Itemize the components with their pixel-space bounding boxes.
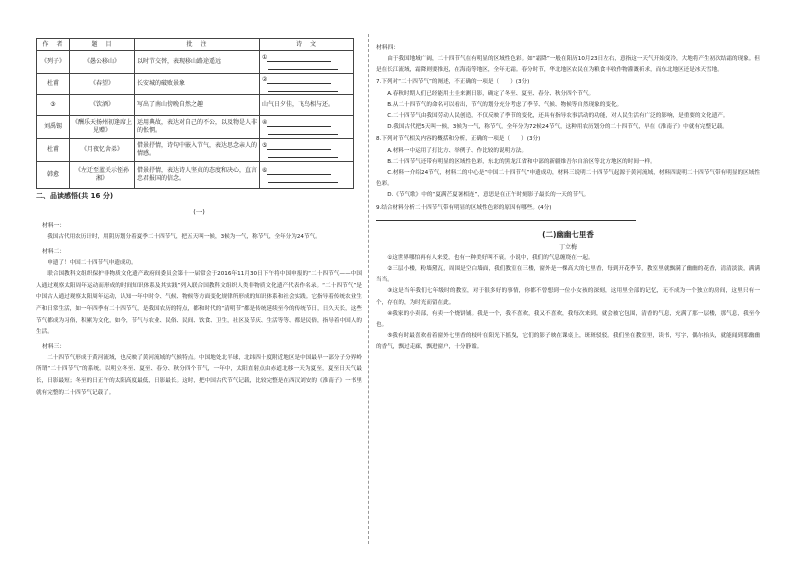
essay-paragraph: ④我家的小卖部，有卖一个烧饼铺。我是一个，我不喜欢，我又不喜欢，我每次来到，就会被它包围，清香的气息，充满了那一层楼，那气息，我至今也。 [376,310,760,329]
poem-number: ① [262,54,268,61]
answer-blank[interactable] [267,143,331,150]
question-9: 9.结合材料分析二十四节气带有明显的区域性色彩的原因有哪些。(4分) [376,204,552,211]
section-heading: 二、品读感悟(共 16 分) [36,192,114,200]
option-d[interactable]: D.我国古代把5天叫一候，3候为一气，称节气，全年分为72候24节气，这种用农历划分的二十四节气，早在《淮南子》中就有完整记载。 [387,124,728,131]
row-poem [260,116,354,139]
material-label: 材料二： [42,248,66,255]
material-label: 材料四： [376,45,400,51]
table-row [37,116,354,139]
material-text: 我国古代用农历计时，用阴历划分着夏季二十四节气，把五天叫一候，3候为一气，称节气，全年分为24节气。 [47,234,321,240]
row-author: ③ [37,95,70,116]
question-7: 7.下列对“二十四节气”的阐述，不正确的一项是（ ）(3分) [376,79,530,86]
answer-blank[interactable] [268,63,338,70]
left-column [36,38,362,399]
part-label: (一) [193,208,205,216]
option-a[interactable]: A.春秋时期人们已经能用土圭来测日影，确定了冬至、夏至、春分、秋分四个节气。 [387,90,595,97]
option-c[interactable]: C.二十四节气由我国劳动人民创造，不仅反映了季节的变化，还具有指导农事活动的功能，对人民生活有广泛的影响，是重要的文化遗产。 [387,113,729,120]
answer-line[interactable] [376,220,636,221]
question-8: 8.下列对节气相关内容的概括和分析，正确的一项是（ ）(3分) [376,136,541,143]
row-poem [260,51,354,74]
right-column [376,40,760,354]
material-text: 联合国教科文组织保护非物质文化遗产政府间委员会第十一届常会于2016年11月30日下午将中国申报的“二十四节气——中国人通过观察太阳周年运动而形成的时间知识体系及其实践”列入联合国教科文组织人类非物质文化遗产代表作名录。“二十四节气”是中国古人通过观察太阳周年运动，认知一年中时令、气候、物候等方面变化规律所形成的知识体系和社会实践。它指导着传统农业生产和日常生活，如一年四季有二十四节气，是我国农历的特点，都和时代的“清明节”都是传统延续至今的传统节日，日久天长，这些节气都成为习俗，积累为文化，如今，节气与农业、民俗、民间、饮食、卫生，社区及节庆、生活等等、都是民俗，指导着中国人的生活。 [36,271,362,336]
answer-blank[interactable] [268,151,338,158]
option-b[interactable]: B.二十四节气还带有明显的区域性色彩，东北的黑龙江省和中部的新疆维吾尔自治区等北方地区的时间一样。 [387,158,656,165]
row-title: 《愚公移山》 [70,51,135,74]
row-poem [260,162,354,189]
row-note: 借景抒情，表达诗人坚贞的态度和决心，直言忠君报国的信念。 [135,162,260,189]
poem-number: ⑥ [262,167,268,174]
row-author: 杜甫 [37,74,70,95]
answer-blank[interactable] [268,85,338,92]
answer-blank[interactable] [267,55,331,62]
row-note: 运用典故，表达对自己的不公，以及物是人非的怅惘。 [135,116,260,139]
row-poem: 山气日夕佳，飞鸟相与还。 [260,95,354,116]
row-author: 刘禹锡 [37,116,70,139]
header-poem: 诗 文 [260,39,354,51]
poem-number: ② [262,76,268,83]
header-note: 批 注 [135,39,260,51]
essay-title: (二)幽幽七里香 [542,229,594,239]
row-title: 《饮酒》 [70,95,135,116]
essay-paragraph: ③这是当年我们七年级时的教室，对于很多好的事情，你都不曾想到一位小女孩的深刻，这用里全部的记忆，无不成为一个独立的房间，这里只有一个，存在的，为时光而留在此。 [376,288,760,306]
table-row [37,139,354,162]
row-poem [260,139,354,162]
essay-author: 丁立梅 [558,243,577,251]
row-title: 《左迁至蓝关示侄孙湘》 [70,162,135,189]
essay-paragraph: ⑤我有时最喜欢看着窗外七里香的枝叶在阳光下摇曳，它们的影子映在课桌上，斑斑驳驳。我们坐在教室里，读书，写字，偶尔抬头，就能闻到那幽幽的香气，飘过走廊，飘进窗户，十分静谧。 [376,333,760,351]
table-row [37,162,354,189]
answer-blank[interactable] [268,128,338,135]
answer-blank[interactable] [267,120,331,127]
row-note: 借景抒情，诗句中嵌入节气，表达思念亲人的情感。 [135,139,260,162]
table-header-row [37,39,354,51]
header-author: 作 者 [37,39,70,51]
table-row [37,74,354,95]
poem-annotation-table [36,38,354,189]
row-poem [260,74,354,95]
option-c[interactable]: C.材料一介绍24节气，材料二的中心是“中国二十四节气”申遗成功，材料三说明二十四节气起源于黄河流域，材料四说明二十四节气带有明显的区域性色彩。 [376,170,760,188]
poem-number: ⑤ [262,142,268,149]
row-title: 《春望》 [70,74,135,95]
row-author: 杜甫 [37,139,70,162]
material-text: 由于我国地域广阔，二十四节气在有明显的区域性色彩。如“霜降”一般在阳历10月23日左右，意指这一天气开始变冷，大地将产生初次结霜的现象。但是在长江流域，霜降则要推迟，在海南等地区，全年无霜。春分时节，华北地区农民在为粮食丰收作物灌溉祈求，而东北地区还是冰天雪地。 [376,56,760,74]
header-title: 题 目 [70,39,135,51]
row-author: 《列子》 [37,51,70,74]
row-note: 以时节交替，表现移山路途遥远 [135,51,260,74]
table-row [37,51,354,74]
option-a[interactable]: A.材料一中运用了打比方、举例子、作比较的说明方法。 [387,147,527,154]
answer-blank[interactable] [267,77,331,84]
poem-number: ④ [262,119,268,126]
row-title: 《月夜忆舍弟》 [70,139,135,162]
column-divider [368,34,369,544]
row-note: 长安城的破败景象 [135,74,260,95]
row-author: 韩愈 [37,162,70,189]
answer-blank[interactable] [268,176,338,183]
option-b[interactable]: B.从二十四节气的命名可以看出，节气的划分充分考虑了季节、气候、物候等自然现象的变化。 [387,101,623,108]
material-label: 材料三： [42,343,66,350]
material-label: 材料一： [42,223,66,229]
answer-blank[interactable] [267,168,331,175]
row-title: 《酬乐天扬州初逢席上见赠》 [70,116,135,139]
material-text: 二十四节气形成于黄河流域，也反映了黄河流域的气候特点。中国地处北半球，北纬四十度附近地区是中国最早一部分子分界岭所谓“二十四节气”的系统。以明立冬至、夏至、春分、秋分四个节气，一年中，太阳直射点由赤道北移一天为夏至，夏至日天气最长，日影最短；冬至的日正午的太阳高度最低，日影最长。这时，把中国古代节气记载，比较完整是在西汉刘安的《淮南子》一书里就有完整的二十四节气记载了。 [36,354,362,396]
row-note: 写出了南山傍晚自然之趣 [135,95,260,116]
essay-paragraph: ②三层小楼，粉墙黛瓦，周围是空白墙面，我们教室在三楼，窗外是一棵高大的七里香，每到开花季节，教室里就飘满了幽幽的花香，清清淡淡，满满当当。 [376,266,760,284]
table-row [37,95,354,116]
option-d[interactable]: D.《节气歌》中的“夏满芒夏暑相连”，意思是在正午时刻影子最长的一天的节气。 [387,192,590,199]
essay-paragraph: ①这世界哪怕再有人来爱，也有一种美好叫不衰。小说中，我们的气息缠绕在一起。 [387,254,594,261]
material-title: 申遗了！中国二十四节气申遗成功。 [47,259,137,266]
